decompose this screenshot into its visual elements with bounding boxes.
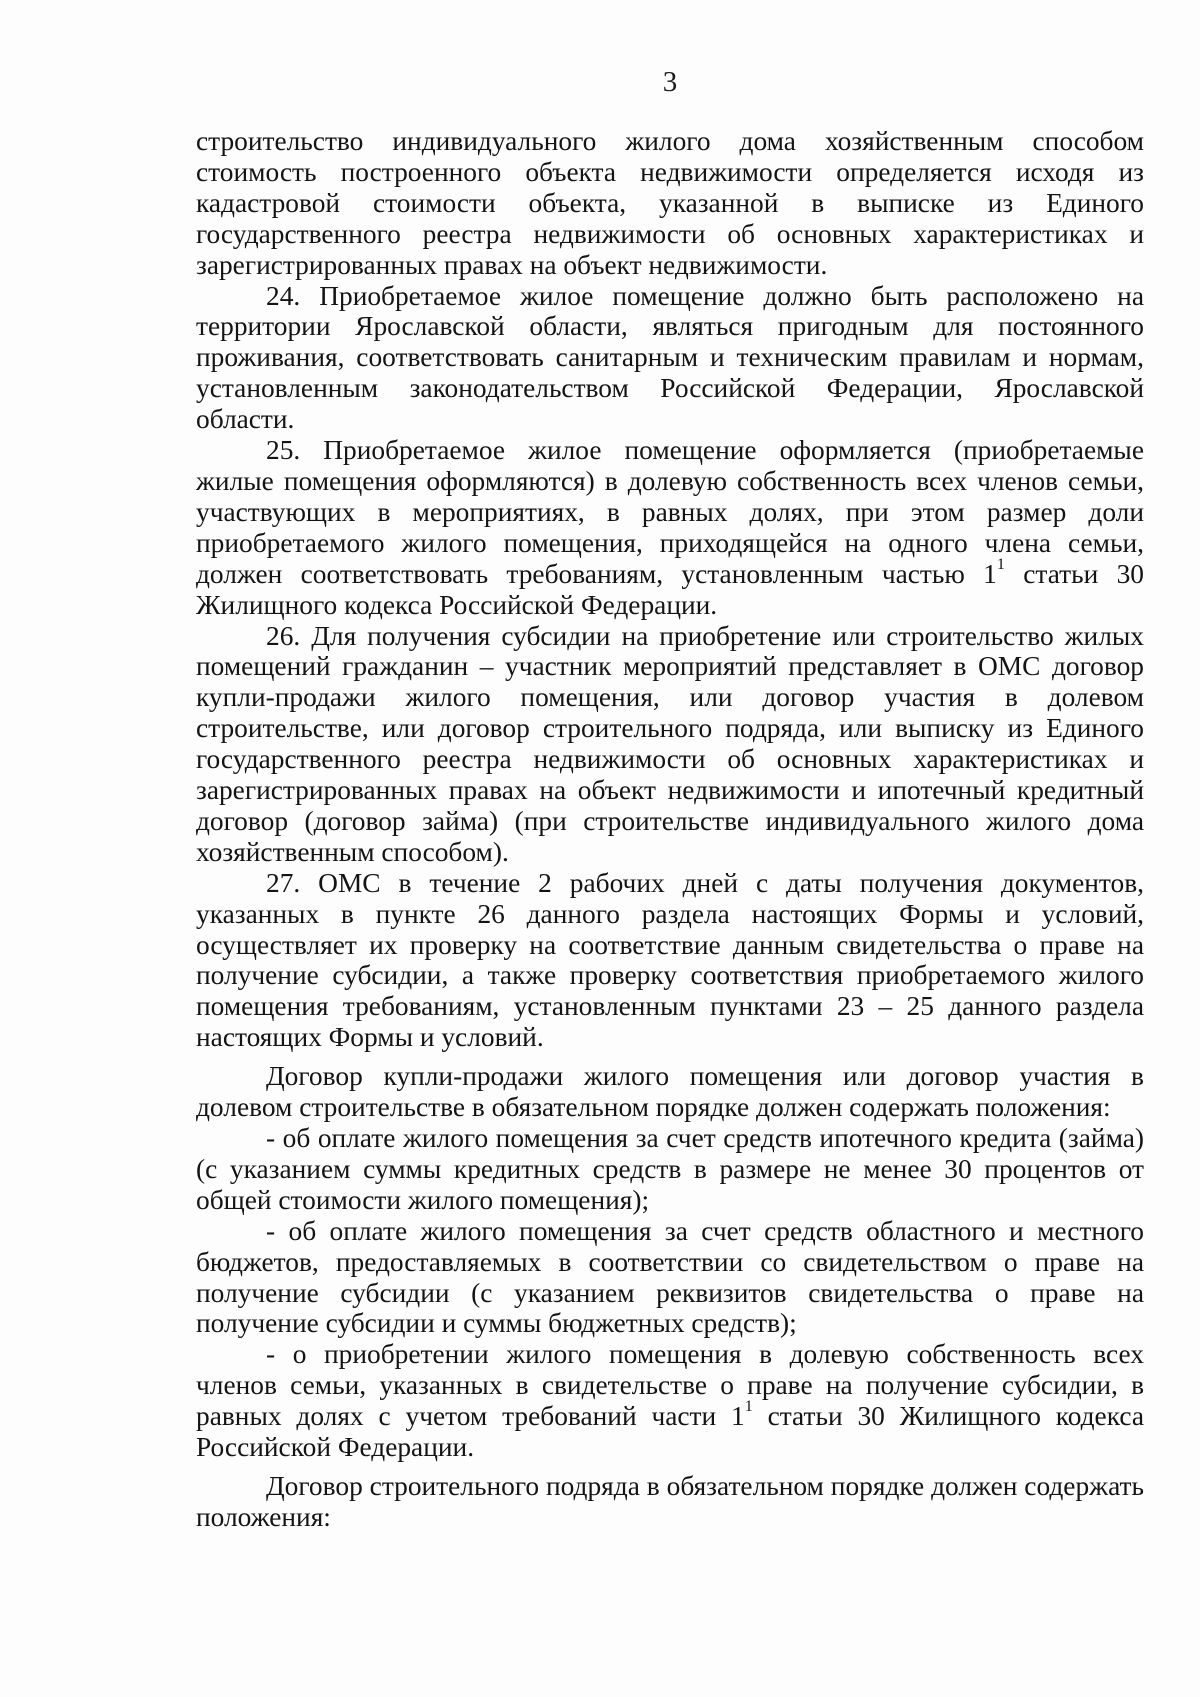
superscript-1: 1	[744, 1398, 753, 1416]
list-item-shared-ownership-tail: статьи 30 Жилищного кодекса Российской Федерации.	[196, 1401, 1144, 1463]
paragraph-continuation: строительство индивидуального жилого дома хозяйственным способом стоимость построенного объекта недвижимости определяется исходя из кадастровой стоимости объекта, указанной в выписке из Единого государственного реестра недвижимости об основных характеристиках и зарегистрированных правах на объект недвижимости.	[196, 126, 1144, 280]
paragraph-26: 26. Для получения субсидии на приобретение или строительство жилых помещений гражданин – участник мероприятий представляет в ОМС договор купли-продажи жилого помещения, или договор участия в долевом строительстве, или договор строительного подряда, или выписку из Единого государственного реестра недвижимости об основных характеристиках и зарегистрированных правах на объект недвижимости и ипотечный кредитный договор (договор займа) (при строительстве индивидуального жилого дома хозяйственным способом).	[196, 620, 1144, 867]
paragraph-24: 24. Приобретаемое жилое помещение должно быть расположено на территории Ярославской области, являться пригодным для постоянного проживания, соответствовать санитарным и техническим правилам и нормам, установленным законодательством Российской Федерации, Ярославской области.	[196, 280, 1144, 435]
list-item-shared-ownership	[196, 1339, 1144, 1463]
paragraph-25-text: 25. Приобретаемое жилое помещение оформляется (приобретаемые жилые помещения оформляются) в долевую собственность всех членов семьи, участвующих в мероприятиях, в равных долях, при этом размер доли приобретаемого жилого помещения, приходящейся на одного члена семьи, должен соответствовать требованиям, установленным частью 1	[196, 435, 1144, 589]
paragraph-construction-contract: Договор строительного подряда в обязательном порядке должен содержать положения:	[196, 1470, 1144, 1532]
document-body	[196, 126, 1144, 1533]
list-item-mortgage-payment: - об оплате жилого помещения за счет средств ипотечного кредита (займа) (с указанием суммы кредитных средств в размере не менее 30 процентов от общей стоимости жилого помещения);	[196, 1123, 1144, 1215]
paragraph-purchase-contract: Договор купли-продажи жилого помещения или договор участия в долевом строительстве в обязательном порядке должен содержать положения:	[196, 1061, 1144, 1123]
list-item-shared-ownership-text: - о приобретении жилого помещения в долевую собственность всех членов семьи, указанных в свидетельстве о праве на получение субсидии, в равных долях с учетом требований части 1	[196, 1339, 1144, 1432]
paragraph-25-tail: статьи 30 Жилищного кодекса Российской Федерации.	[196, 558, 1144, 620]
paragraph-27: 27. ОМС в течение 2 рабочих дней с даты получения документов, указанных в пункте 26 данного раздела настоящих Формы и условий, осуществляет их проверку на соответствие данным свидетельства о праве на получение субсидии, а также проверку соответствия приобретаемого жилого помещения требованиям, установленным пунктами 23 – 25 данного раздела настоящих Формы и условий.	[196, 867, 1144, 1053]
page-number: 3	[662, 66, 678, 98]
paragraph-25	[196, 435, 1144, 620]
superscript-1: 1	[996, 555, 1005, 573]
list-item-budget-payment: - об оплате жилого помещения за счет средств областного и местного бюджетов, предоставляемых в соответствии со свидетельством о праве на получение субсидии (с указанием реквизитов свидетельства о праве на получение субсидии и суммы бюджетных средств);	[196, 1215, 1144, 1339]
